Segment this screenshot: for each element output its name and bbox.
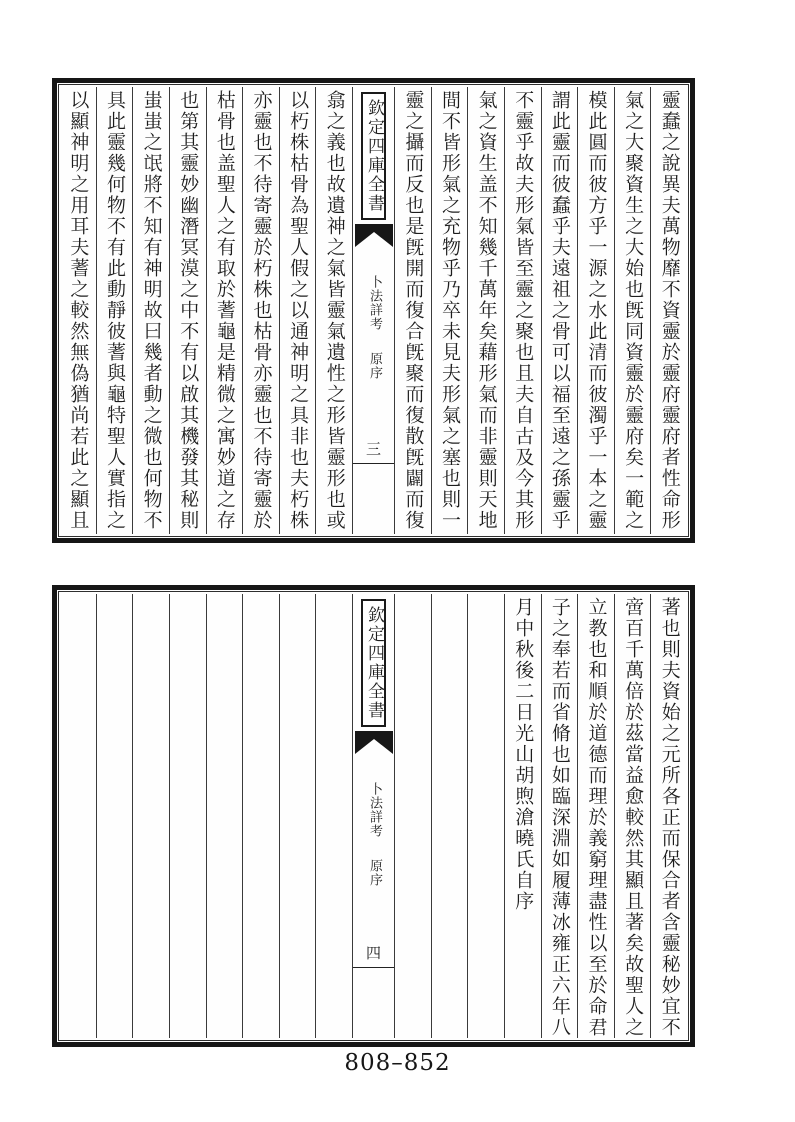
column-text: 氣之大聚資生之大始也旣同資靈於靈府矣一範之: [622, 90, 645, 531]
text-column: [132, 594, 169, 1038]
text-column: [467, 594, 504, 1038]
work-title: 卜法詳考: [366, 275, 382, 331]
banxin-center-column: [352, 87, 394, 534]
text-column: [132, 87, 169, 534]
text-column: [60, 594, 96, 1038]
folio-number: 四: [353, 942, 394, 968]
column-text: 也第其靈妙幽潛冥漠之中不有以啟其機發其秘則: [177, 90, 200, 531]
text-column: [614, 87, 651, 534]
column-text: 靈之攝而反也是旣開而復合旣聚而復散旣闢而復: [402, 90, 425, 531]
text-column: [279, 87, 316, 534]
section-title: 原序: [366, 352, 382, 380]
section-title: 原序: [366, 859, 382, 887]
text-column: [431, 87, 468, 534]
fishtail-ornament: [355, 224, 393, 249]
column-text: 具此靈幾何物不有此動靜彼蓍與龜特聖人實指之: [103, 90, 126, 531]
column-text: 以朽株枯骨為聖人假之以通神明之具非也夫朽株: [287, 90, 310, 531]
text-column: [169, 87, 206, 534]
text-column: [96, 87, 133, 534]
column-text: 氣之資生盖不知幾千萬年矣藉形氣而非靈則天地: [475, 90, 498, 531]
text-column: [279, 594, 316, 1038]
banxin-work-titles: [366, 782, 381, 900]
folio-number: 三: [353, 438, 394, 464]
banxin-center-column: [352, 594, 394, 1038]
fishtail-ornament: [355, 731, 393, 756]
column-text: 不靈乎故夫形氣皆至靈之聚也且夫自古及今其形: [512, 90, 535, 531]
column-text: 謂此靈而彼蠢乎夫遠祖之骨可以福至遠之孫靈乎: [548, 90, 571, 531]
column-text: 著也則夫資始之元所各正而保合者含靈秘妙宜不: [658, 597, 681, 1038]
work-title: 卜法詳考: [366, 782, 382, 838]
text-column: [577, 594, 614, 1038]
text-column: [431, 594, 468, 1038]
text-column: [60, 87, 96, 534]
text-column: [541, 87, 578, 534]
text-column: [577, 87, 614, 534]
text-column: [650, 87, 687, 534]
column-text: 以顯神明之用耳夫蓍之較然無偽猶尚若此之顯且: [67, 90, 90, 531]
column-text: 啻百千萬倍於茲當益愈較然其顯且著矣故聖人之: [622, 597, 645, 1038]
banxin-work-titles: [366, 275, 381, 393]
catalog-number-label: 808–852: [344, 1050, 451, 1076]
column-text: 立教也和順於道德而理於義窮理盡性以至於命君: [585, 597, 608, 1038]
text-column: [541, 594, 578, 1038]
text-column: [315, 87, 352, 534]
text-column: [96, 594, 133, 1038]
text-column: [206, 87, 243, 534]
text-column: [206, 594, 243, 1038]
column-text: 靈蠢之說異夫萬物靡不資靈於靈府靈府者性命形: [658, 90, 681, 531]
column-text: 模此圓而彼方乎一源之水此清而彼濁乎一本之靈: [585, 90, 608, 531]
text-column: [394, 87, 431, 534]
imperial-collection-title-box: 欽定四庫全書: [361, 92, 386, 220]
column-text: 亦靈也不待寄靈於朽株也枯骨亦靈也不待寄靈於: [250, 90, 273, 531]
text-column: [169, 594, 206, 1038]
text-column: [614, 594, 651, 1038]
column-text: 間不皆形氣之充物乎乃卒未見夫形氣之塞也則一: [438, 90, 461, 531]
text-column: [504, 87, 541, 534]
column-text: 子之奉若而省脩也如臨深淵如履薄冰雍正六年八: [548, 597, 571, 1038]
column-text: 蚩蚩之氓將不知有神明故曰幾者動之微也何物不: [140, 90, 163, 531]
page-block-2: [52, 585, 695, 1047]
column-text: 月中秋後二日光山胡煦滄曉氏自序: [512, 597, 535, 912]
text-column: [242, 87, 279, 534]
column-text: 翕之義也故遺神之氣皆靈氣遺性之形皆靈形也或: [323, 90, 346, 531]
text-column: [315, 594, 352, 1038]
imperial-collection-title-box: 欽定四庫全書: [361, 599, 386, 727]
text-column: [242, 594, 279, 1038]
text-column: [650, 594, 687, 1038]
column-text: 枯骨也盖聖人之有取於蓍龜是精微之寓妙道之存: [213, 90, 236, 531]
text-column: [504, 594, 541, 1038]
page-block-1: [52, 78, 695, 543]
text-column: [467, 87, 504, 534]
text-column: [394, 594, 431, 1038]
